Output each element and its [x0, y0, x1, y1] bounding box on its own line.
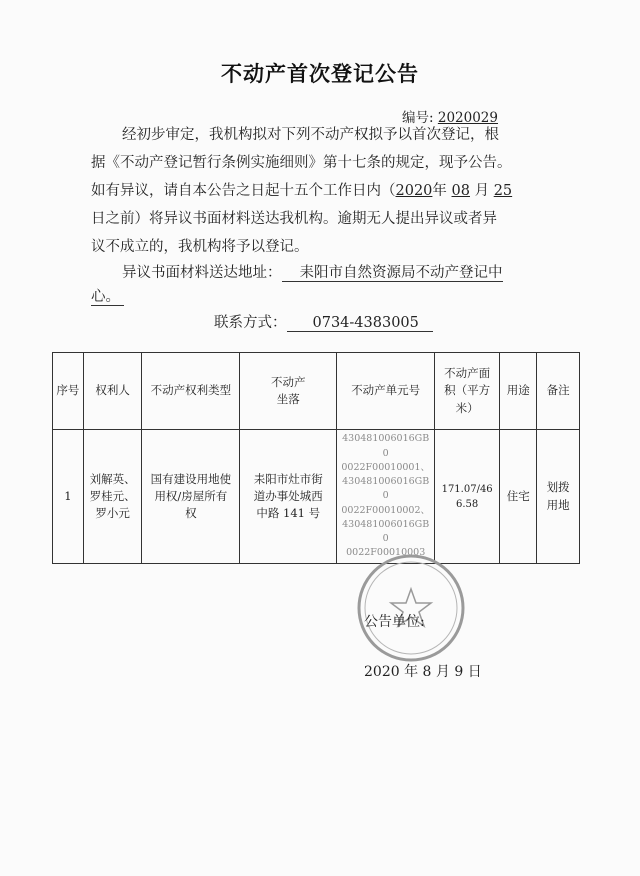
body-line-2: 据《不动产登记暂行条例实施细则》第十七条的规定，现予公告。 [91, 155, 512, 171]
deadline-day: 25 [493, 183, 513, 199]
document-number-value: 2020029 [437, 110, 498, 126]
header-location-line-1: 不动产 [271, 374, 306, 389]
unit-line-6: 0022F00010003 [346, 547, 426, 559]
body-line-1: 经初步审定，我机构拟对下列不动产权拟予以首次登记，根 [122, 127, 499, 143]
unit-line-5: 430481006016GB0 [342, 518, 430, 545]
header-location [240, 353, 337, 430]
unit-line-3: 430481006016GB0 [342, 476, 430, 502]
header-area-line-1: 不动产面 [444, 366, 491, 381]
body-line-3 [91, 184, 512, 199]
area-line-2: 6.58 [455, 498, 479, 510]
holder-line-2: 罗桂元、 [89, 488, 136, 503]
address-value: 耒阳市自然资源局不动产登记中 [282, 266, 503, 282]
publish-date: 2020 年 8 月 9 日 [364, 664, 482, 680]
address-label: 异议书面材料送达地址： [122, 265, 282, 281]
cell-location [240, 430, 337, 564]
publisher-label: 公告单位: [364, 614, 425, 630]
note-line-1: 划拨 [546, 480, 570, 495]
holder-line-1: 刘解英、 [89, 471, 136, 486]
header-unit-no: 不动产单元号 [337, 353, 435, 430]
document-number [402, 106, 498, 126]
header-area-line-3: 米） [455, 400, 479, 415]
address-line-2 [91, 290, 124, 306]
document-title: 不动产首次登记公告 [221, 62, 419, 86]
body-line-4: 日之前）将异议书面材料送达我机构。逾期无人提出异议或者异 [91, 211, 497, 227]
header-area [435, 353, 500, 430]
header-seq: 序号 [53, 353, 84, 430]
month-char: 月 [474, 183, 490, 199]
area-line-1: 171.07/46 [441, 483, 493, 495]
cell-use: 住宅 [500, 430, 537, 564]
table-row [53, 430, 580, 564]
contact-label: 联系方式： [214, 315, 287, 331]
contact-phone: 0734-4383005 [287, 316, 433, 332]
header-right-type: 不动产权利类型 [142, 353, 240, 430]
address-value-cont: 心。 [91, 290, 124, 306]
unit-line-2: 0022F00010001、 [341, 461, 430, 473]
right-type-line-1: 国有建设用地使 [150, 471, 232, 486]
header-note: 备注 [537, 353, 580, 430]
right-type-line-3: 权 [185, 506, 197, 521]
year-char: 年 [432, 183, 447, 199]
header-use: 用途 [500, 353, 537, 430]
location-line-1: 耒阳市灶市街 [253, 471, 323, 486]
cell-note [537, 430, 580, 564]
body-line-3-text: 如有异议，请自本公告之日起十五个工作日内（ [91, 183, 396, 199]
cell-holder [83, 430, 142, 564]
body-line-5: 议不成立的，我机构将予以登记。 [91, 239, 309, 255]
location-line-2: 道办事处城西 [253, 488, 323, 503]
document-number-label: 编号: [402, 110, 434, 126]
cell-unit-no [337, 430, 435, 564]
right-type-line-2: 用权/房屋所有 [154, 488, 228, 503]
header-holder: 权利人 [83, 353, 142, 430]
note-line-2: 用地 [546, 497, 570, 512]
official-seal-stamp [356, 553, 466, 663]
deadline-year: 2020 [395, 183, 433, 199]
holder-line-3: 罗小元 [95, 506, 130, 521]
header-area-line-2: 积（平方 [444, 383, 491, 398]
cell-right-type [142, 430, 240, 564]
cell-seq: 1 [53, 430, 84, 564]
deadline-month: 08 [451, 183, 470, 199]
unit-line-1: 430481006016GB0 [342, 433, 430, 459]
cell-area [435, 430, 500, 564]
table-header-row [53, 353, 580, 430]
address-line [122, 266, 503, 282]
property-table [52, 352, 580, 564]
location-line-3: 中路 141 号 [256, 506, 321, 521]
contact-line [214, 316, 433, 332]
header-location-line-2: 坐落 [276, 392, 300, 406]
unit-line-4: 0022F00010002、 [341, 504, 430, 516]
